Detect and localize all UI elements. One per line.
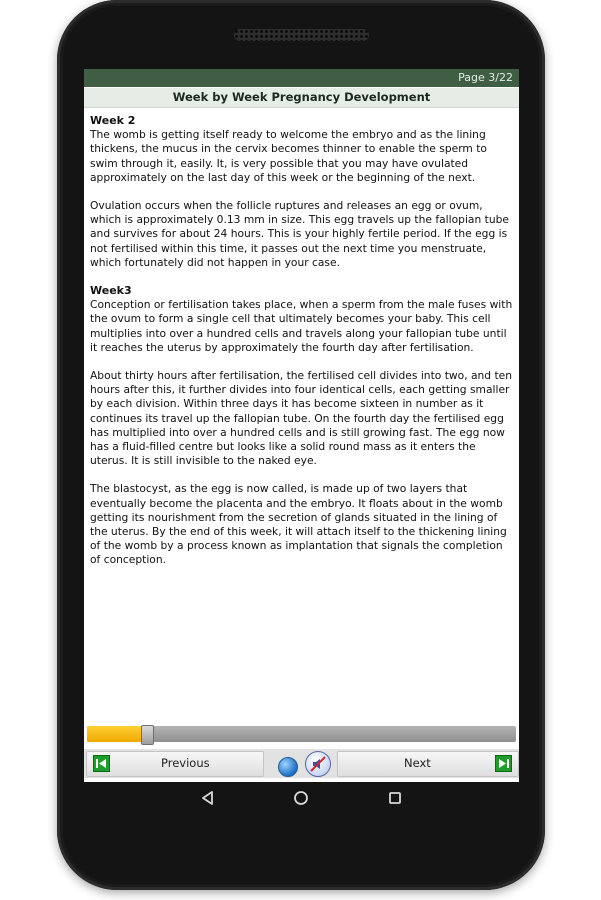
bottom-navigation [84, 749, 519, 778]
week3-paragraph-3: The blastocyst, as the egg is now called, is made up of two layers that eventually become the placenta and the embryo. It floats about in the womb getting its nourishment from the secretion of glands situated in the lining of the uterus. By the end of this week, it will attach itself to the thickening lining of the womb by a process known as implantation that signals the completion of conception. [90, 482, 507, 567]
page-indicator: Page 3/22 [458, 71, 513, 84]
mute-icon[interactable] [305, 751, 331, 777]
next-button[interactable] [337, 751, 519, 777]
last-page-icon[interactable] [495, 755, 512, 772]
week3-paragraph-2: About thirty hours after fertilisation, the fertilised cell divides into two, and ten hours after this, it further divides into four identical cells, each getting smaller by each division. Within three days it has become sixteen in number as it continues its travel up the fallopian tube. On the fourth day the fertilised egg has multiplied into over a hundred cells and is still growing fast. The egg now has a fluid-filled centre but looks like a solid round mass as it enters the uterus. It is still invisible to the naked eye. [90, 369, 513, 468]
first-page-icon[interactable] [93, 755, 110, 772]
article-content[interactable] [90, 114, 516, 582]
previous-label: Previous [161, 756, 210, 770]
app-screen [84, 69, 519, 782]
next-label: Next [404, 756, 431, 770]
progress-fill [87, 726, 147, 742]
week3-paragraph-1: Conception or fertilisation takes place, when a sperm from the male fuses with the ovum to form a single cell that ultimately becomes your baby. This cell multiplies into over a hundred cells and travels along your fallopian tube until it reaches the uterus by approximately the fourth day after fertilisation. [90, 298, 513, 354]
recents-icon[interactable] [386, 789, 404, 807]
status-bar [84, 69, 519, 87]
week2-heading: Week 2 [90, 114, 136, 127]
page-progress-slider[interactable] [87, 726, 516, 742]
page-title: Week by Week Pregnancy Development [84, 88, 519, 108]
progress-thumb[interactable] [141, 725, 154, 745]
system-navigation-bar [84, 785, 519, 811]
back-icon[interactable] [199, 789, 217, 807]
previous-button[interactable] [86, 751, 264, 777]
globe-icon[interactable] [278, 757, 298, 777]
speaker-grille [234, 29, 369, 41]
week2-paragraph-2: Ovulation occurs when the follicle ruptures and releases an egg or ovum, which is approximately 0.13 mm in size. This egg travels up the fallopian tube and survives for about 24 hours. This is your highly fertile period. If the egg is not fertilised within this time, it passes out the next time you menstruate, which fortunately did not happen in your case. [90, 199, 509, 269]
home-icon[interactable] [292, 789, 310, 807]
week3-heading: Week3 [90, 284, 132, 298]
week2-paragraph-1: The womb is getting itself ready to welcome the embryo and as the lining thickens, the mucus in the cervix becomes thinner to enable the sperm to swim through it, easily. It, is very possible that you may have ovulated approximately on the last day of this week or the beginning of the next. [90, 128, 487, 184]
